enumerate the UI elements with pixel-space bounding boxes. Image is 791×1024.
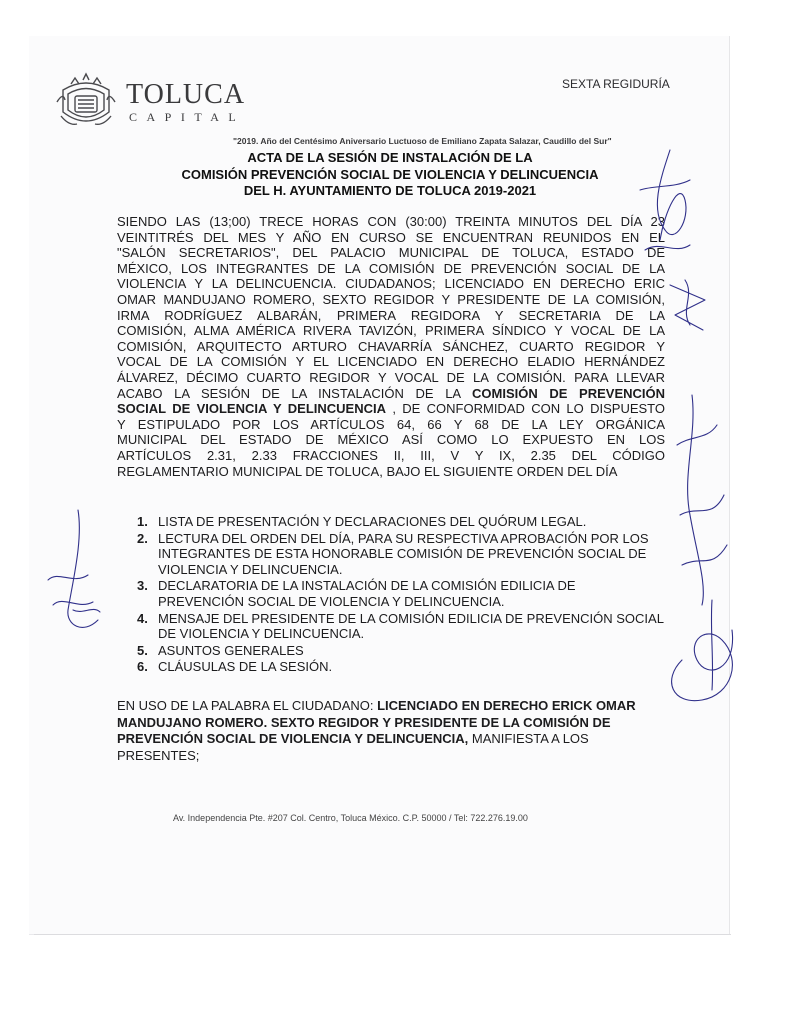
agenda-text: MENSAJE DEL PRESIDENTE DE LA COMISIÓN EDILICIA DE PREVENCIÓN SOCIAL DE VIOLENCIA Y DELINCUENCIA. — [158, 610, 664, 642]
signature-margin-right-3 — [652, 600, 747, 715]
paragraph-line: VIOLENCIA Y LA DELINCUENCIA. CIUDADANOS; LICENCIADO EN DERECHO ERIC — [117, 276, 665, 292]
paragraph-line: SIENDO LAS (13;00) TRECE HORAS CON (30:00) TREINTA MINUTOS DEL DÍA 23 — [117, 214, 665, 229]
paragraph-line: ARTÍCULOS 2.31, 2.33 FRACCIONES II, III, V Y IX, 2.35 DEL CÓDIGO — [117, 447, 665, 463]
year-motto: "2019. Año del Centésimo Aniversario Luctuoso de Emiliano Zapata Salazar, Caudillo del Sur" — [233, 136, 612, 146]
signature-top-right — [630, 150, 700, 265]
paragraph-line — [117, 401, 665, 417]
closing-rest: MANIFIESTA A LOS PRESENTES; — [117, 731, 589, 763]
title-line-2: COMISIÓN PREVENCIÓN SOCIAL DE VIOLENCIA Y DELINCUENCIA — [181, 166, 599, 182]
paragraph-line: MUNICIPAL DEL ESTADO DE MÉXICO ASÍ COMO LO EXPUESTO EN LOS — [117, 432, 665, 448]
commission-name-bold: SOCIAL DE VIOLENCIA Y DELINCUENCIA — [117, 401, 386, 417]
paragraph-line: "SALÓN SECRETARIOS", DEL PALACIO MUNICIPAL DE TOLUCA, ESTADO DE — [117, 245, 665, 261]
agenda-list — [137, 514, 664, 676]
paragraph-line: COMISIÓN, ALMA AMÉRICA RIVERA TAVIZÓN, PRIMERA SÍNDICO Y VOCAL DE LA — [117, 323, 665, 339]
agenda-item — [137, 514, 664, 530]
agenda-text: CLÁUSULAS DE LA SESIÓN. — [158, 659, 333, 675]
initials-margin-right-1 — [665, 275, 715, 340]
agenda-item — [137, 578, 664, 609]
page-edge — [34, 934, 731, 935]
signature-margin-right-2 — [672, 395, 732, 610]
agenda-number: 4. — [137, 610, 148, 626]
paragraph-line: IRMA RODRÍGUEZ ALBARÁN, PRIMERA REGIDORA Y SECRETARIA DE LA — [117, 307, 665, 323]
logo-name: TOLUCA — [126, 79, 246, 110]
signature-margin-left — [38, 510, 113, 655]
speaker-name-bold: LICENCIADO EN DERECHO ERICK OMAR MANDUJANO ROMERO. SEXTO REGIDOR Y PRESIDENTE DE LA COMISIÓN DE PREVENCIÓN SOCIAL DE VIOLENCIA Y DELINCUENCIA, — [117, 698, 636, 746]
paragraph-line: ÁLVAREZ, DÉCIMO CUARTO REGIDOR Y VOCAL DE LA COMISIÓN. PARA LLEVAR — [117, 369, 665, 385]
agenda-text: LISTA DE PRESENTACIÓN Y DECLARACIONES DEL QUÓRUM LEGAL. — [158, 514, 587, 529]
toluca-coat-of-arms-logo — [53, 72, 119, 132]
paragraph-text: ACABO LA SESIÓN DE LA INSTALACIÓN DE LA — [117, 385, 473, 401]
paragraph-line: VEINTITRÉS DEL MES Y AÑO EN CURSO SE ENCUENTRAN REUNIDOS EN EL — [117, 229, 665, 245]
title-line-1: ACTA DE LA SESIÓN DE INSTALACIÓN DE LA — [247, 150, 533, 165]
agenda-number: 2. — [137, 530, 148, 546]
agenda-number: 5. — [137, 642, 148, 658]
agenda-number: 3. — [137, 578, 148, 594]
closing-paragraph — [117, 698, 665, 764]
logo-subtitle: CAPITAL — [129, 110, 246, 124]
paragraph-line — [117, 386, 665, 402]
paragraph-line: COMISIÓN, ARQUITECTO ARTURO CHAVARRÍA SÁNCHEZ, CUARTO REGIDOR Y — [117, 338, 665, 354]
commission-name-bold: COMISIÓN DE PREVENCIÓN — [472, 385, 666, 401]
agenda-item — [137, 611, 664, 642]
paragraph-line: OMAR MANDUJANO ROMERO, SEXTO REGIDOR Y PRESIDENTE DE LA COMISIÓN, — [117, 291, 665, 307]
opening-paragraph — [117, 214, 665, 479]
agenda-text: ASUNTOS GENERALES — [158, 642, 304, 658]
agenda-number: 1. — [137, 514, 148, 529]
agenda-item — [137, 531, 664, 578]
agenda-item — [137, 643, 664, 659]
agenda-item — [137, 659, 664, 675]
agenda-text: DECLARATORIA DE LA INSTALACIÓN DE LA COMISIÓN EDILICIA DE PREVENCIÓN SOCIAL DE VIOLENCIA Y DELINCUENCIA. — [158, 578, 576, 609]
paragraph-line: REGLAMENTARIO MUNICIPAL DE TOLUCA, BAJO EL SIGUIENTE ORDEN DEL DÍA — [117, 463, 618, 479]
address-footer: Av. Independencia Pte. #207 Col. Centro, Toluca México. C.P. 50000 / Tel: 722.276.19.00 — [173, 813, 528, 823]
closing-intro: EN USO DE LA PALABRA EL CIUDADANO: — [117, 698, 378, 713]
office-label: SEXTA REGIDURÍA — [562, 77, 670, 91]
agenda-number: 6. — [137, 659, 148, 675]
paragraph-text: , DE CONFORMIDAD CON LO DISPUESTO — [386, 401, 666, 417]
document-title — [120, 150, 660, 200]
paragraph-line: VOCAL DE LA COMISIÓN Y EL LICENCIADO EN DERECHO ELADIO HERNÁNDEZ — [117, 354, 665, 370]
title-line-3: DEL H. AYUNTAMIENTO DE TOLUCA 2019-2021 — [243, 183, 537, 198]
paragraph-line: MÉXICO, LOS INTEGRANTES DE LA COMISIÓN DE PREVENCIÓN SOCIAL DE LA — [117, 260, 665, 276]
paragraph-line: Y ESTIPULADO POR LOS ARTÍCULOS 64, 66 Y 68 DE LA LEY ORGÁNICA — [117, 416, 665, 432]
agenda-text: LECTURA DEL ORDEN DEL DÍA, PARA SU RESPECTIVA APROBACIÓN POR LOS INTEGRANTES DE ESTA HONORABLE COMISIÓN DE PREVENCIÓN SOCIAL DE VIOLENCIA Y DELINCUENCIA. — [158, 530, 649, 577]
